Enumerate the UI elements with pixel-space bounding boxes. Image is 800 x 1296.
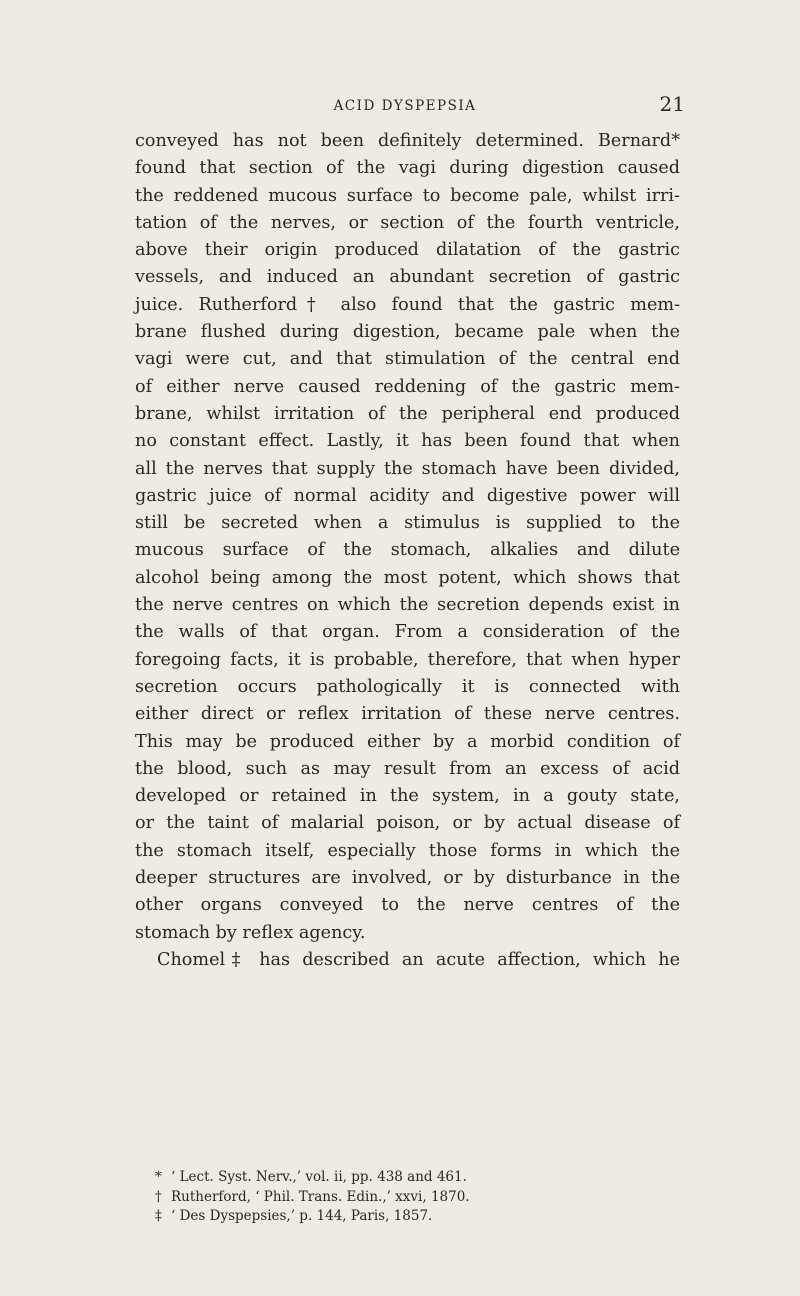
text-line: all the nerves that supply the stomach have been divided, (135, 458, 680, 479)
text-line: brane, whilst irritation of the peripheral end produced (135, 403, 680, 424)
text-line: above their origin produced dilatation of the gastric (135, 240, 680, 261)
footnote-mark: * (155, 1169, 162, 1185)
footnote-text: ‘ Lect. Syst. Nerv.,’ vol. ii, pp. 438 and 461. (171, 1169, 467, 1185)
text-line: alcohol being among the most potent, which shows that (135, 567, 680, 588)
footnotes (155, 1168, 685, 1227)
body-text (135, 128, 680, 974)
text-line: the walls of that organ. From a consideration of the (135, 622, 680, 643)
text-line: secretion occurs pathologically it is connected with (135, 676, 680, 697)
text-line: other organs conveyed to the nerve centres of the (135, 895, 680, 916)
text-line: the nerve centres on which the secretion depends exist in (135, 595, 680, 616)
text-line: the blood, such as may result from an excess of acid (135, 758, 680, 779)
text-line: of either nerve caused reddening of the gastric mem- (135, 376, 680, 397)
text-line: This may be produced either by a morbid condition of (135, 731, 680, 752)
text-line: or the taint of malarial poison, or by actual disease of (135, 813, 680, 834)
page-header (135, 92, 685, 122)
running-head: ACID DYSPEPSIA (333, 98, 477, 114)
text-line: vagi were cut, and that stimulation of the central end (135, 349, 680, 370)
footnote-mark: † (155, 1188, 162, 1205)
text-line: tation of the nerves, or section of the fourth ventricle, (135, 212, 680, 233)
text-line: the reddened mucous surface to become pale, whilst irri- (135, 185, 680, 206)
text-line: conveyed has not been definitely determined. Bernard* (135, 131, 680, 151)
text-line: the stomach itself, especially those forms in which the (135, 840, 680, 861)
text-line: developed or retained in the system, in a gouty state, (135, 786, 680, 807)
page-number: 21 (659, 92, 685, 116)
text-line: vessels, and induced an abundant secretion of gastric (135, 267, 680, 288)
footnote-text: Rutherford, ‘ Phil. Trans. Edin.,’ xxvi, 1870. (171, 1188, 470, 1205)
text-line: either direct or reflex irritation of these nerve centres. (135, 704, 680, 725)
footnote (155, 1168, 685, 1188)
text-line: juice. Rutherford† also found that the gastric mem- (135, 294, 680, 315)
text-line: no constant effect. Lastly, it has been found that when (135, 431, 680, 452)
footnote (155, 1207, 685, 1227)
footnote-text: ‘ Des Dyspepsies,’ p. 144, Paris, 1857. (171, 1208, 433, 1224)
footnote (155, 1188, 685, 1208)
text-line: deeper structures are involved, or by disturbance in the (135, 868, 680, 889)
footnote-mark: ‡ (155, 1208, 162, 1224)
text-line: brane flushed during digestion, became pale when the (135, 322, 680, 343)
text-line: gastric juice of normal acidity and digestive power will (135, 485, 680, 506)
text-line: mucous surface of the stomach, alkalies and dilute (135, 540, 680, 561)
text-line: still be secreted when a stimulus is supplied to the (135, 513, 680, 534)
text-line: foregoing facts, it is probable, therefore, that when hyper (135, 649, 680, 670)
text-line: stomach by reflex agency. (135, 922, 366, 943)
text-line: Chomel‡ has described an acute affection, which he (157, 949, 680, 970)
text-line: found that section of the vagi during digestion caused (135, 158, 680, 179)
